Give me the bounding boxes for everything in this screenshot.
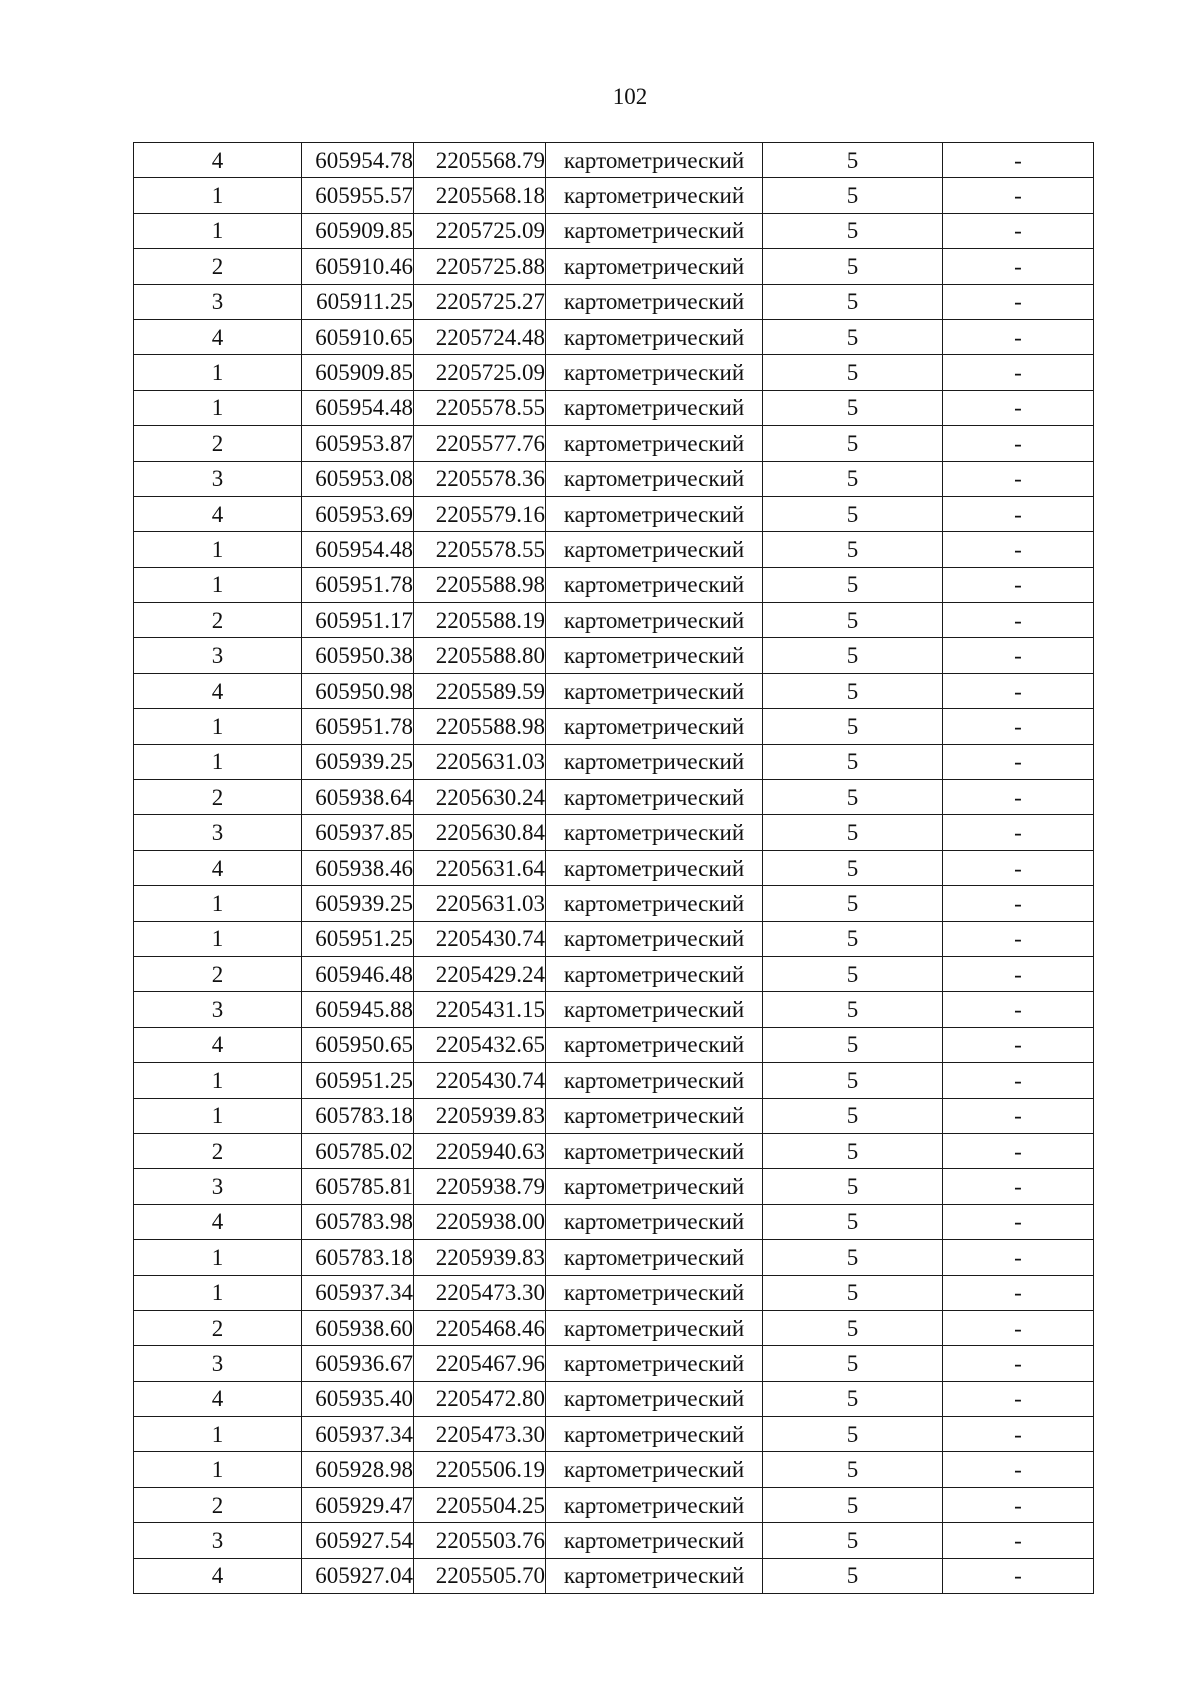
table-row: [134, 532, 1094, 567]
method-cell: картометрический: [546, 284, 763, 319]
y-coordinate-cell: 2205429.24: [414, 956, 546, 991]
point-number-cell: 1: [134, 1452, 302, 1487]
point-number-cell: 1: [134, 1098, 302, 1133]
accuracy-cell: 5: [763, 390, 943, 425]
note-cell: -: [943, 213, 1094, 248]
accuracy-cell: 5: [763, 1204, 943, 1239]
method-cell: картометрический: [546, 426, 763, 461]
method-cell: картометрический: [546, 1346, 763, 1381]
x-coordinate-cell: 605910.46: [302, 249, 414, 284]
note-cell: -: [943, 1204, 1094, 1239]
y-coordinate-cell: 2205579.16: [414, 496, 546, 531]
y-coordinate-cell: 2205468.46: [414, 1310, 546, 1345]
point-number-cell: 1: [134, 1275, 302, 1310]
note-cell: -: [943, 1275, 1094, 1310]
coordinates-table: [133, 142, 1094, 1594]
method-cell: картометрический: [546, 1275, 763, 1310]
note-cell: -: [943, 1098, 1094, 1133]
point-number-cell: 3: [134, 638, 302, 673]
table-row: [134, 744, 1094, 779]
accuracy-cell: 5: [763, 921, 943, 956]
point-number-cell: 1: [134, 709, 302, 744]
method-cell: картометрический: [546, 1487, 763, 1522]
table-row: [134, 1240, 1094, 1275]
point-number-cell: 4: [134, 850, 302, 885]
note-cell: -: [943, 1169, 1094, 1204]
point-number-cell: 3: [134, 284, 302, 319]
method-cell: картометрический: [546, 143, 763, 178]
y-coordinate-cell: 2205588.19: [414, 603, 546, 638]
accuracy-cell: 5: [763, 496, 943, 531]
y-coordinate-cell: 2205940.63: [414, 1133, 546, 1168]
x-coordinate-cell: 605950.65: [302, 1027, 414, 1062]
y-coordinate-cell: 2205589.59: [414, 673, 546, 708]
accuracy-cell: 5: [763, 815, 943, 850]
method-cell: картометрический: [546, 496, 763, 531]
note-cell: -: [943, 850, 1094, 885]
accuracy-cell: 5: [763, 1310, 943, 1345]
x-coordinate-cell: 605911.25: [302, 284, 414, 319]
table-row: [134, 1310, 1094, 1345]
accuracy-cell: 5: [763, 638, 943, 673]
method-cell: картометрический: [546, 1523, 763, 1558]
note-cell: -: [943, 390, 1094, 425]
method-cell: картометрический: [546, 1452, 763, 1487]
x-coordinate-cell: 605938.60: [302, 1310, 414, 1345]
table-row: [134, 1098, 1094, 1133]
x-coordinate-cell: 605937.34: [302, 1275, 414, 1310]
method-cell: картометрический: [546, 1310, 763, 1345]
y-coordinate-cell: 2205630.84: [414, 815, 546, 850]
accuracy-cell: 5: [763, 1098, 943, 1133]
x-coordinate-cell: 605955.57: [302, 178, 414, 213]
method-cell: картометрический: [546, 709, 763, 744]
note-cell: -: [943, 143, 1094, 178]
x-coordinate-cell: 605937.34: [302, 1417, 414, 1452]
method-cell: картометрический: [546, 355, 763, 390]
accuracy-cell: 5: [763, 1240, 943, 1275]
note-cell: -: [943, 886, 1094, 921]
table-row: [134, 1417, 1094, 1452]
y-coordinate-cell: 2205938.79: [414, 1169, 546, 1204]
x-coordinate-cell: 605951.78: [302, 567, 414, 602]
y-coordinate-cell: 2205503.76: [414, 1523, 546, 1558]
point-number-cell: 2: [134, 426, 302, 461]
point-number-cell: 1: [134, 1240, 302, 1275]
point-number-cell: 1: [134, 1063, 302, 1098]
x-coordinate-cell: 605929.47: [302, 1487, 414, 1522]
method-cell: картометрический: [546, 1417, 763, 1452]
table-row: [134, 426, 1094, 461]
note-cell: -: [943, 709, 1094, 744]
table-row: [134, 673, 1094, 708]
accuracy-cell: 5: [763, 319, 943, 354]
x-coordinate-cell: 605939.25: [302, 744, 414, 779]
note-cell: -: [943, 1133, 1094, 1168]
note-cell: -: [943, 992, 1094, 1027]
point-number-cell: 1: [134, 886, 302, 921]
method-cell: картометрический: [546, 461, 763, 496]
note-cell: -: [943, 1346, 1094, 1381]
x-coordinate-cell: 605951.25: [302, 1063, 414, 1098]
note-cell: -: [943, 249, 1094, 284]
table-row: [134, 1133, 1094, 1168]
method-cell: картометрический: [546, 1063, 763, 1098]
coordinates-table-body: [134, 143, 1094, 1594]
note-cell: -: [943, 1487, 1094, 1522]
x-coordinate-cell: 605783.18: [302, 1240, 414, 1275]
y-coordinate-cell: 2205467.96: [414, 1346, 546, 1381]
accuracy-cell: 5: [763, 780, 943, 815]
y-coordinate-cell: 2205568.79: [414, 143, 546, 178]
method-cell: картометрический: [546, 603, 763, 638]
y-coordinate-cell: 2205939.83: [414, 1098, 546, 1133]
x-coordinate-cell: 605928.98: [302, 1452, 414, 1487]
x-coordinate-cell: 605783.18: [302, 1098, 414, 1133]
point-number-cell: 3: [134, 461, 302, 496]
accuracy-cell: 5: [763, 1417, 943, 1452]
method-cell: картометрический: [546, 921, 763, 956]
accuracy-cell: 5: [763, 426, 943, 461]
point-number-cell: 1: [134, 178, 302, 213]
table-row: [134, 496, 1094, 531]
table-row: [134, 1558, 1094, 1593]
accuracy-cell: 5: [763, 1133, 943, 1168]
accuracy-cell: 5: [763, 284, 943, 319]
table-row: [134, 1027, 1094, 1062]
y-coordinate-cell: 2205588.80: [414, 638, 546, 673]
note-cell: -: [943, 673, 1094, 708]
point-number-cell: 2: [134, 1310, 302, 1345]
y-coordinate-cell: 2205430.74: [414, 1063, 546, 1098]
note-cell: -: [943, 1063, 1094, 1098]
table-row: [134, 709, 1094, 744]
note-cell: -: [943, 567, 1094, 602]
method-cell: картометрический: [546, 1558, 763, 1593]
point-number-cell: 3: [134, 992, 302, 1027]
point-number-cell: 2: [134, 1487, 302, 1522]
note-cell: -: [943, 956, 1094, 991]
x-coordinate-cell: 605783.98: [302, 1204, 414, 1239]
accuracy-cell: 5: [763, 178, 943, 213]
method-cell: картометрический: [546, 178, 763, 213]
accuracy-cell: 5: [763, 956, 943, 991]
note-cell: -: [943, 532, 1094, 567]
accuracy-cell: 5: [763, 1169, 943, 1204]
x-coordinate-cell: 605909.85: [302, 213, 414, 248]
point-number-cell: 2: [134, 603, 302, 638]
x-coordinate-cell: 605951.17: [302, 603, 414, 638]
page-number: 102: [612, 84, 648, 109]
point-number-cell: 4: [134, 143, 302, 178]
accuracy-cell: 5: [763, 213, 943, 248]
point-number-cell: 1: [134, 213, 302, 248]
accuracy-cell: 5: [763, 1558, 943, 1593]
point-number-cell: 4: [134, 319, 302, 354]
accuracy-cell: 5: [763, 850, 943, 885]
point-number-cell: 3: [134, 1523, 302, 1558]
table-row: [134, 1346, 1094, 1381]
note-cell: -: [943, 1240, 1094, 1275]
note-cell: -: [943, 178, 1094, 213]
accuracy-cell: 5: [763, 461, 943, 496]
x-coordinate-cell: 605785.02: [302, 1133, 414, 1168]
x-coordinate-cell: 605785.81: [302, 1169, 414, 1204]
y-coordinate-cell: 2205588.98: [414, 709, 546, 744]
point-number-cell: 2: [134, 1133, 302, 1168]
accuracy-cell: 5: [763, 886, 943, 921]
method-cell: картометрический: [546, 992, 763, 1027]
method-cell: картометрический: [546, 567, 763, 602]
y-coordinate-cell: 2205724.48: [414, 319, 546, 354]
y-coordinate-cell: 2205506.19: [414, 1452, 546, 1487]
y-coordinate-cell: 2205577.76: [414, 426, 546, 461]
note-cell: -: [943, 1310, 1094, 1345]
table-row: [134, 355, 1094, 390]
method-cell: картометрический: [546, 1027, 763, 1062]
x-coordinate-cell: 605953.69: [302, 496, 414, 531]
y-coordinate-cell: 2205725.09: [414, 213, 546, 248]
y-coordinate-cell: 2205939.83: [414, 1240, 546, 1275]
y-coordinate-cell: 2205938.00: [414, 1204, 546, 1239]
table-row: [134, 461, 1094, 496]
y-coordinate-cell: 2205432.65: [414, 1027, 546, 1062]
x-coordinate-cell: 605945.88: [302, 992, 414, 1027]
point-number-cell: 4: [134, 496, 302, 531]
point-number-cell: 1: [134, 390, 302, 425]
note-cell: -: [943, 921, 1094, 956]
method-cell: картометрический: [546, 815, 763, 850]
x-coordinate-cell: 605938.64: [302, 780, 414, 815]
method-cell: картометрический: [546, 249, 763, 284]
y-coordinate-cell: 2205588.98: [414, 567, 546, 602]
x-coordinate-cell: 605951.78: [302, 709, 414, 744]
x-coordinate-cell: 605910.65: [302, 319, 414, 354]
x-coordinate-cell: 605950.38: [302, 638, 414, 673]
point-number-cell: 3: [134, 1346, 302, 1381]
table-row: [134, 921, 1094, 956]
point-number-cell: 1: [134, 921, 302, 956]
x-coordinate-cell: 605951.25: [302, 921, 414, 956]
y-coordinate-cell: 2205631.03: [414, 886, 546, 921]
table-row: [134, 213, 1094, 248]
y-coordinate-cell: 2205504.25: [414, 1487, 546, 1522]
note-cell: -: [943, 780, 1094, 815]
x-coordinate-cell: 605935.40: [302, 1381, 414, 1416]
table-row: [134, 319, 1094, 354]
table-row: [134, 1487, 1094, 1522]
method-cell: картометрический: [546, 886, 763, 921]
method-cell: картометрический: [546, 532, 763, 567]
point-number-cell: 1: [134, 567, 302, 602]
note-cell: -: [943, 284, 1094, 319]
table-row: [134, 886, 1094, 921]
y-coordinate-cell: 2205473.30: [414, 1275, 546, 1310]
note-cell: -: [943, 496, 1094, 531]
x-coordinate-cell: 605938.46: [302, 850, 414, 885]
table-row: [134, 1275, 1094, 1310]
x-coordinate-cell: 605954.48: [302, 532, 414, 567]
x-coordinate-cell: 605950.98: [302, 673, 414, 708]
table-row: [134, 1063, 1094, 1098]
point-number-cell: 3: [134, 815, 302, 850]
accuracy-cell: 5: [763, 744, 943, 779]
note-cell: -: [943, 815, 1094, 850]
x-coordinate-cell: 605953.87: [302, 426, 414, 461]
method-cell: картометрический: [546, 1381, 763, 1416]
accuracy-cell: 5: [763, 1452, 943, 1487]
x-coordinate-cell: 605939.25: [302, 886, 414, 921]
method-cell: картометрический: [546, 850, 763, 885]
point-number-cell: 4: [134, 1558, 302, 1593]
note-cell: -: [943, 1523, 1094, 1558]
table-row: [134, 815, 1094, 850]
method-cell: картометрический: [546, 1204, 763, 1239]
table-row: [134, 603, 1094, 638]
table-row: [134, 567, 1094, 602]
table-row: [134, 390, 1094, 425]
table-row: [134, 956, 1094, 991]
accuracy-cell: 5: [763, 709, 943, 744]
y-coordinate-cell: 2205505.70: [414, 1558, 546, 1593]
method-cell: картометрический: [546, 744, 763, 779]
method-cell: картометрический: [546, 213, 763, 248]
x-coordinate-cell: 605936.67: [302, 1346, 414, 1381]
y-coordinate-cell: 2205430.74: [414, 921, 546, 956]
method-cell: картометрический: [546, 1240, 763, 1275]
point-number-cell: 2: [134, 956, 302, 991]
method-cell: картометрический: [546, 1169, 763, 1204]
point-number-cell: 4: [134, 673, 302, 708]
note-cell: -: [943, 319, 1094, 354]
table-row: [134, 1169, 1094, 1204]
table-row: [134, 284, 1094, 319]
note-cell: -: [943, 1452, 1094, 1487]
accuracy-cell: 5: [763, 603, 943, 638]
y-coordinate-cell: 2205473.30: [414, 1417, 546, 1452]
x-coordinate-cell: 605953.08: [302, 461, 414, 496]
y-coordinate-cell: 2205578.55: [414, 532, 546, 567]
point-number-cell: 3: [134, 1169, 302, 1204]
y-coordinate-cell: 2205431.15: [414, 992, 546, 1027]
note-cell: -: [943, 355, 1094, 390]
table-row: [134, 1204, 1094, 1239]
point-number-cell: 1: [134, 744, 302, 779]
note-cell: -: [943, 1027, 1094, 1062]
accuracy-cell: 5: [763, 1275, 943, 1310]
note-cell: -: [943, 1381, 1094, 1416]
accuracy-cell: 5: [763, 1523, 943, 1558]
table-row: [134, 178, 1094, 213]
x-coordinate-cell: 605954.78: [302, 143, 414, 178]
note-cell: -: [943, 638, 1094, 673]
x-coordinate-cell: 605909.85: [302, 355, 414, 390]
table-row: [134, 850, 1094, 885]
y-coordinate-cell: 2205725.27: [414, 284, 546, 319]
note-cell: -: [943, 1558, 1094, 1593]
accuracy-cell: 5: [763, 532, 943, 567]
y-coordinate-cell: 2205472.80: [414, 1381, 546, 1416]
note-cell: -: [943, 461, 1094, 496]
note-cell: -: [943, 603, 1094, 638]
table-row: [134, 1452, 1094, 1487]
point-number-cell: 4: [134, 1027, 302, 1062]
accuracy-cell: 5: [763, 1381, 943, 1416]
note-cell: -: [943, 744, 1094, 779]
point-number-cell: 2: [134, 780, 302, 815]
table-row: [134, 638, 1094, 673]
note-cell: -: [943, 1417, 1094, 1452]
y-coordinate-cell: 2205578.55: [414, 390, 546, 425]
x-coordinate-cell: 605937.85: [302, 815, 414, 850]
accuracy-cell: 5: [763, 1346, 943, 1381]
y-coordinate-cell: 2205578.36: [414, 461, 546, 496]
point-number-cell: 1: [134, 532, 302, 567]
y-coordinate-cell: 2205631.03: [414, 744, 546, 779]
method-cell: картометрический: [546, 956, 763, 991]
table-row: [134, 1523, 1094, 1558]
accuracy-cell: 5: [763, 1063, 943, 1098]
point-number-cell: 2: [134, 249, 302, 284]
point-number-cell: 1: [134, 355, 302, 390]
table-row: [134, 143, 1094, 178]
point-number-cell: 1: [134, 1417, 302, 1452]
method-cell: картометрический: [546, 638, 763, 673]
method-cell: картометрический: [546, 1133, 763, 1168]
accuracy-cell: 5: [763, 992, 943, 1027]
table-row: [134, 780, 1094, 815]
y-coordinate-cell: 2205568.18: [414, 178, 546, 213]
accuracy-cell: 5: [763, 673, 943, 708]
x-coordinate-cell: 605946.48: [302, 956, 414, 991]
x-coordinate-cell: 605927.04: [302, 1558, 414, 1593]
table-row: [134, 249, 1094, 284]
accuracy-cell: 5: [763, 1027, 943, 1062]
method-cell: картометрический: [546, 390, 763, 425]
point-number-cell: 4: [134, 1204, 302, 1239]
accuracy-cell: 5: [763, 567, 943, 602]
accuracy-cell: 5: [763, 355, 943, 390]
method-cell: картометрический: [546, 319, 763, 354]
y-coordinate-cell: 2205725.88: [414, 249, 546, 284]
y-coordinate-cell: 2205630.24: [414, 780, 546, 815]
method-cell: картометрический: [546, 673, 763, 708]
x-coordinate-cell: 605927.54: [302, 1523, 414, 1558]
accuracy-cell: 5: [763, 1487, 943, 1522]
method-cell: картометрический: [546, 1098, 763, 1133]
table-row: [134, 992, 1094, 1027]
y-coordinate-cell: 2205631.64: [414, 850, 546, 885]
table-row: [134, 1381, 1094, 1416]
method-cell: картометрический: [546, 780, 763, 815]
accuracy-cell: 5: [763, 249, 943, 284]
note-cell: -: [943, 426, 1094, 461]
point-number-cell: 4: [134, 1381, 302, 1416]
x-coordinate-cell: 605954.48: [302, 390, 414, 425]
y-coordinate-cell: 2205725.09: [414, 355, 546, 390]
accuracy-cell: 5: [763, 143, 943, 178]
